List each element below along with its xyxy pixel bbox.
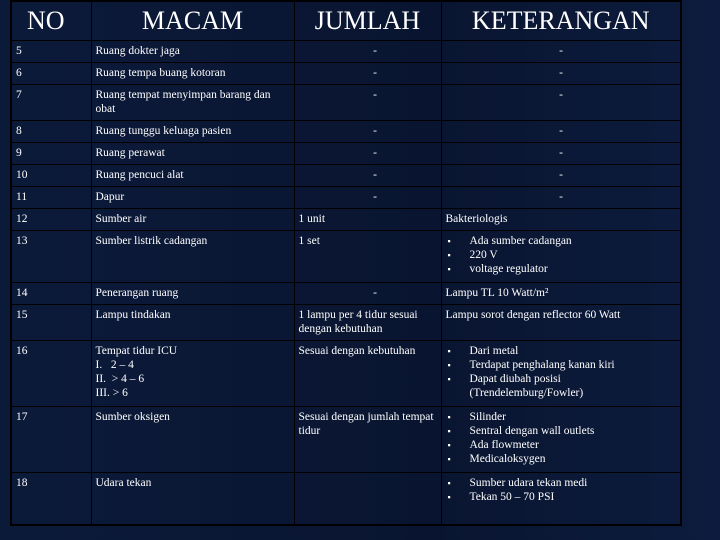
cell-macam bbox=[91, 41, 294, 63]
cell-macam bbox=[91, 407, 294, 473]
keterangan-item-text: Medicaloksygen bbox=[469, 453, 546, 465]
table-row bbox=[11, 209, 681, 231]
cell-jumlah bbox=[294, 209, 441, 231]
square-bullet-icon: ▪ bbox=[447, 426, 451, 436]
cell-keterangan bbox=[441, 85, 681, 121]
keterangan-item-text: Dari metal bbox=[469, 345, 519, 357]
cell-macam bbox=[91, 187, 294, 209]
keterangan-text: Lampu TL 10 Watt/m² bbox=[445, 287, 549, 299]
keterangan-item-text: Ada sumber cadangan bbox=[469, 235, 572, 247]
square-bullet-icon: ▪ bbox=[447, 236, 451, 246]
cell-jumlah bbox=[294, 341, 441, 407]
macam-line: Udara tekan bbox=[95, 477, 152, 489]
keterangan-list-item bbox=[446, 262, 676, 276]
cell-macam bbox=[91, 165, 294, 187]
macam-line: Penerangan ruang bbox=[95, 287, 179, 299]
jumlah-text: - bbox=[373, 45, 377, 57]
keterangan-text: - bbox=[559, 45, 563, 57]
cell-no: 13 bbox=[11, 231, 91, 283]
cell-jumlah bbox=[294, 85, 441, 121]
macam-line: III. > 6 bbox=[95, 387, 128, 399]
keterangan-item-text: voltage regulator bbox=[469, 263, 548, 275]
keterangan-list-item bbox=[446, 344, 676, 358]
cell-keterangan bbox=[441, 41, 681, 63]
square-bullet-icon: ▪ bbox=[447, 454, 451, 464]
jumlah-text: - bbox=[373, 191, 377, 203]
cell-keterangan bbox=[441, 305, 681, 341]
cell-no: 8 bbox=[11, 121, 91, 143]
cell-keterangan bbox=[441, 121, 681, 143]
square-bullet-icon: ▪ bbox=[447, 492, 451, 502]
cell-keterangan bbox=[441, 407, 681, 473]
cell-macam bbox=[91, 143, 294, 165]
jumlah-text: - bbox=[373, 67, 377, 79]
cell-keterangan bbox=[441, 209, 681, 231]
cell-jumlah bbox=[294, 121, 441, 143]
keterangan-list bbox=[446, 344, 676, 400]
square-bullet-icon: ▪ bbox=[447, 478, 451, 488]
macam-line: Ruang perawat bbox=[95, 147, 165, 159]
keterangan-item-text: Silinder bbox=[469, 411, 506, 423]
table-row bbox=[11, 407, 681, 473]
cell-keterangan bbox=[441, 283, 681, 305]
cell-jumlah bbox=[294, 231, 441, 283]
keterangan-list-item bbox=[446, 438, 676, 452]
cell-macam bbox=[91, 341, 294, 407]
keterangan-text: - bbox=[559, 191, 563, 203]
jumlah-text: Sesuai dengan kebutuhan bbox=[298, 345, 416, 357]
cell-no: 17 bbox=[11, 407, 91, 473]
cell-jumlah bbox=[294, 63, 441, 85]
cell-no: 18 bbox=[11, 473, 91, 525]
cell-keterangan bbox=[441, 473, 681, 525]
jumlah-text: - bbox=[373, 89, 377, 101]
header-jumlah: JUMLAH bbox=[294, 1, 441, 41]
macam-line: Ruang dokter jaga bbox=[95, 45, 180, 57]
keterangan-text: - bbox=[559, 147, 563, 159]
cell-no: 10 bbox=[11, 165, 91, 187]
jumlah-text: - bbox=[373, 125, 377, 137]
cell-macam bbox=[91, 63, 294, 85]
cell-macam bbox=[91, 121, 294, 143]
keterangan-list-item bbox=[446, 358, 676, 372]
table-row bbox=[11, 143, 681, 165]
keterangan-list-item bbox=[446, 372, 676, 400]
jumlah-text: 1 set bbox=[298, 235, 320, 247]
keterangan-item-text: Tekan 50 – 70 PSI bbox=[469, 491, 555, 503]
keterangan-text: - bbox=[559, 67, 563, 79]
keterangan-list-item bbox=[446, 490, 676, 504]
keterangan-list bbox=[446, 234, 676, 276]
macam-line: II. > 4 – 6 bbox=[95, 373, 145, 385]
keterangan-text: Bakteriologis bbox=[445, 213, 508, 225]
table-row bbox=[11, 473, 681, 525]
cell-macam bbox=[91, 305, 294, 341]
cell-macam bbox=[91, 473, 294, 525]
cell-keterangan bbox=[441, 231, 681, 283]
cell-keterangan bbox=[441, 143, 681, 165]
square-bullet-icon: ▪ bbox=[447, 374, 451, 384]
keterangan-text: - bbox=[559, 89, 563, 101]
cell-no: 15 bbox=[11, 305, 91, 341]
macam-line: Sumber air bbox=[95, 213, 147, 225]
table-row bbox=[11, 85, 681, 121]
keterangan-item-text: 220 V bbox=[469, 249, 498, 261]
cell-macam bbox=[91, 85, 294, 121]
cell-jumlah bbox=[294, 407, 441, 473]
jumlah-text: - bbox=[373, 287, 377, 299]
keterangan-list-item bbox=[446, 410, 676, 424]
keterangan-item-text: Sumber udara tekan medi bbox=[469, 477, 588, 489]
cell-jumlah bbox=[294, 165, 441, 187]
header-row bbox=[11, 1, 681, 41]
keterangan-list-item bbox=[446, 476, 676, 490]
keterangan-list-item bbox=[446, 248, 676, 262]
table-row bbox=[11, 165, 681, 187]
keterangan-text: - bbox=[559, 125, 563, 137]
cell-macam bbox=[91, 231, 294, 283]
cell-no: 9 bbox=[11, 143, 91, 165]
cell-keterangan bbox=[441, 187, 681, 209]
keterangan-item-text: Ada flowmeter bbox=[469, 439, 539, 451]
table-row bbox=[11, 341, 681, 407]
table-row bbox=[11, 187, 681, 209]
keterangan-list bbox=[446, 410, 676, 466]
cell-jumlah bbox=[294, 283, 441, 305]
cell-no: 6 bbox=[11, 63, 91, 85]
keterangan-item-text: Sentral dengan wall outlets bbox=[469, 425, 595, 437]
keterangan-text: Lampu sorot dengan reflector 60 Watt bbox=[445, 309, 621, 321]
square-bullet-icon: ▪ bbox=[447, 440, 451, 450]
macam-line: Ruang tempa buang kotoran bbox=[95, 67, 226, 79]
table-row bbox=[11, 63, 681, 85]
square-bullet-icon: ▪ bbox=[447, 346, 451, 356]
square-bullet-icon: ▪ bbox=[447, 360, 451, 370]
equipment-table bbox=[10, 0, 682, 526]
cell-no: 11 bbox=[11, 187, 91, 209]
keterangan-list-item bbox=[446, 234, 676, 248]
table-body bbox=[11, 41, 681, 525]
jumlah-text: 1 unit bbox=[298, 213, 326, 225]
jumlah-text: - bbox=[373, 147, 377, 159]
cell-no: 16 bbox=[11, 341, 91, 407]
table-row bbox=[11, 41, 681, 63]
cell-macam bbox=[91, 209, 294, 231]
cell-jumlah bbox=[294, 187, 441, 209]
macam-line: Tempat tidur ICU bbox=[95, 345, 178, 357]
jumlah-text: - bbox=[373, 169, 377, 181]
jumlah-text: 1 lampu per 4 tidur sesuai dengan kebutuhan bbox=[298, 309, 418, 335]
macam-line: I. 2 – 4 bbox=[95, 359, 134, 371]
cell-no: 14 bbox=[11, 283, 91, 305]
cell-jumlah bbox=[294, 473, 441, 525]
macam-line: Ruang tunggu keluaga pasien bbox=[95, 125, 232, 137]
keterangan-item-text: Dapat diubah posisi (Trendelemburg/Fowler) bbox=[469, 373, 584, 399]
macam-line: Dapur bbox=[95, 191, 125, 203]
cell-jumlah bbox=[294, 305, 441, 341]
header-macam: MACAM bbox=[91, 1, 294, 41]
header-no: NO bbox=[11, 1, 91, 41]
cell-no: 7 bbox=[11, 85, 91, 121]
cell-no: 12 bbox=[11, 209, 91, 231]
table-row bbox=[11, 283, 681, 305]
cell-no: 5 bbox=[11, 41, 91, 63]
table-row bbox=[11, 305, 681, 341]
keterangan-text: - bbox=[559, 169, 563, 181]
table-row bbox=[11, 121, 681, 143]
jumlah-text: Sesuai dengan jumlah tempat tidur bbox=[298, 411, 434, 437]
keterangan-list-item bbox=[446, 452, 676, 466]
keterangan-item-text: Terdapat penghalang kanan kiri bbox=[469, 359, 615, 371]
square-bullet-icon: ▪ bbox=[447, 250, 451, 260]
keterangan-list bbox=[446, 476, 676, 504]
cell-jumlah bbox=[294, 41, 441, 63]
cell-macam bbox=[91, 283, 294, 305]
keterangan-list-item bbox=[446, 424, 676, 438]
macam-line: Ruang pencuci alat bbox=[95, 169, 184, 181]
cell-keterangan bbox=[441, 341, 681, 407]
cell-jumlah bbox=[294, 143, 441, 165]
cell-keterangan bbox=[441, 63, 681, 85]
macam-line: Lampu tindakan bbox=[95, 309, 171, 321]
cell-keterangan bbox=[441, 165, 681, 187]
square-bullet-icon: ▪ bbox=[447, 412, 451, 422]
macam-line: Ruang tempat menyimpan barang dan obat bbox=[95, 89, 271, 115]
header-keterangan: KETERANGAN bbox=[441, 1, 681, 41]
square-bullet-icon: ▪ bbox=[447, 264, 451, 274]
table-row bbox=[11, 231, 681, 283]
macam-line: Sumber listrik cadangan bbox=[95, 235, 208, 247]
macam-line: Sumber oksigen bbox=[95, 411, 170, 423]
